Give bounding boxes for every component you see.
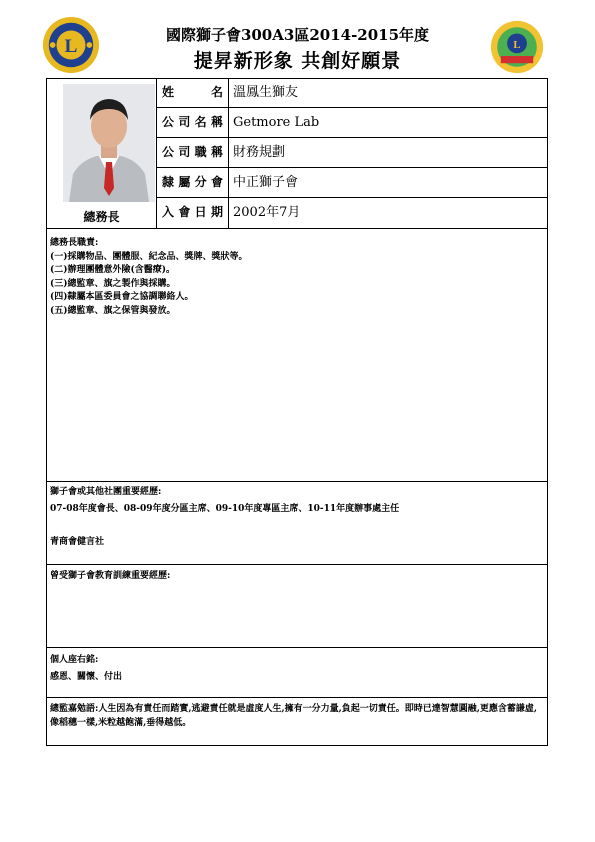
duty-item: (一)採購物品、團體服、紀念品、獎牌、獎狀等。 bbox=[50, 251, 248, 262]
field-name-row bbox=[157, 78, 548, 108]
field-value: Getmore Lab bbox=[233, 115, 320, 130]
divider bbox=[46, 697, 548, 698]
field-company-row bbox=[157, 108, 548, 138]
field-value: 2002年7月 bbox=[233, 205, 301, 220]
duties-section bbox=[50, 237, 248, 318]
field-value: 溫鳳生獅友 bbox=[233, 85, 299, 100]
divider bbox=[46, 228, 548, 229]
divider bbox=[46, 481, 548, 482]
governor-message: 總監嘉勉語:人生因為有責任而踏實,逃避責任就是虛度人生,擁有一分力量,負起一切責任。即時已達智慧圓融,更應含蓄謙虛,像稻穗一樣,米粒越飽滿,垂得越低。 bbox=[50, 704, 537, 728]
field-value: 中正獅子會 bbox=[233, 175, 299, 190]
duty-item: (三)總監章、旗之製作與採購。 bbox=[50, 278, 176, 289]
duty-item: (二)辦理團體意外險(含醫療)。 bbox=[50, 265, 176, 275]
duty-item: (四)隸屬本區委員會之協調聯絡人。 bbox=[50, 292, 194, 302]
field-label: 姓名 bbox=[157, 78, 229, 107]
header-slogan: 提昇新形象 共創好願景 bbox=[193, 50, 402, 72]
field-label: 公司名稱 bbox=[157, 108, 229, 137]
experience-title: 獅子會或其他社團重要經歷: bbox=[50, 487, 162, 497]
experience-line: 07-08年度會長、08-09年度分區主席、09-10年度專區主席、10-11年度辦事處主任 bbox=[50, 504, 400, 514]
lions-international-emblem-icon bbox=[42, 16, 100, 74]
divider bbox=[46, 647, 548, 648]
field-label: 隸屬分會 bbox=[157, 168, 229, 197]
training-title: 曾受獅子會教育訓練重要經歷: bbox=[50, 571, 171, 581]
field-title-row bbox=[157, 138, 548, 168]
district-300a3-emblem-icon bbox=[490, 20, 544, 74]
field-label: 入會日期 bbox=[157, 198, 229, 228]
duty-item: (五)總監章、旗之保管與發放。 bbox=[50, 305, 176, 316]
motto-text: 感恩、關懷、付出 bbox=[50, 672, 123, 682]
role-title: 總務長 bbox=[83, 210, 120, 224]
experience-line: 青商會健言社 bbox=[50, 537, 105, 547]
member-photo bbox=[63, 84, 155, 202]
field-value: 財務規劃 bbox=[233, 145, 286, 160]
field-club-row bbox=[157, 168, 548, 198]
header-title: 國際獅子會300A3區2014-2015年度 bbox=[165, 26, 430, 44]
field-join-date-row bbox=[157, 198, 548, 228]
svg-text:L: L bbox=[64, 35, 78, 57]
duties-title: 總務長職責: bbox=[50, 238, 99, 248]
svg-text:L: L bbox=[513, 38, 521, 51]
motto-title: 個人座右銘: bbox=[50, 655, 99, 665]
divider bbox=[46, 564, 548, 565]
field-label: 公司職稱 bbox=[157, 138, 229, 167]
